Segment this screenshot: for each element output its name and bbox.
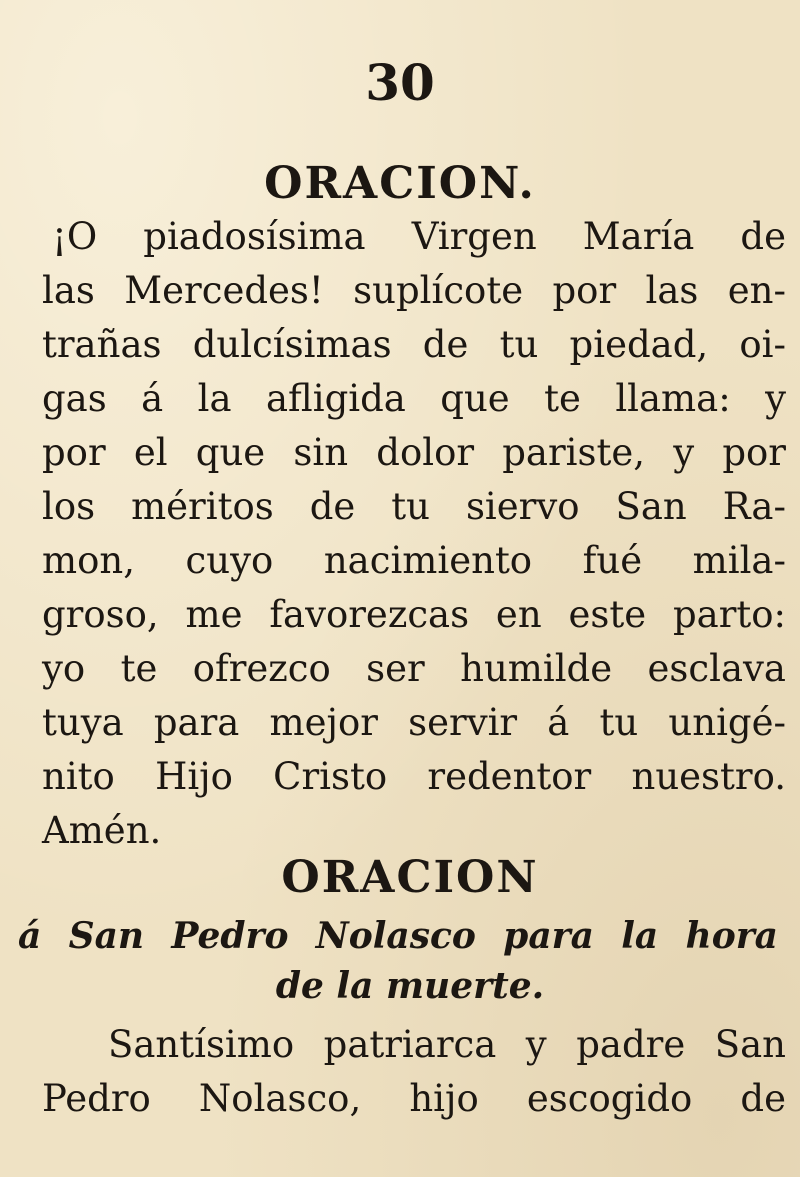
prayer-line: tuya para mejor servir á tu unigé-: [42, 701, 786, 744]
prayer-line: ¡O piadosísima Virgen María de: [52, 215, 786, 258]
prayer-line: Santísimo patriarca y padre San: [108, 1023, 786, 1066]
section-heading: ORACION: [281, 852, 539, 903]
section-heading: ORACION.: [264, 158, 536, 209]
prayer-line: las Mercedes! suplícote por las en-: [42, 269, 786, 312]
prayer-line: por el que sin dolor pariste, y por: [42, 431, 786, 474]
prayer-line: Pedro Nolasco, hijo escogido de: [42, 1077, 786, 1120]
prayer-line: los méritos de tu siervo San Ra-: [42, 485, 786, 528]
prayer-line: Amén.: [42, 809, 162, 852]
prayer-line: trañas dulcísimas de tu piedad, oi-: [42, 323, 786, 366]
page-number: 30: [365, 53, 435, 112]
section-subtitle: á San Pedro Nolasco para la hora: [18, 915, 778, 957]
section-subtitle: de la muerte.: [275, 965, 545, 1007]
prayer-line: gas á la afligida que te llama: y: [42, 377, 786, 420]
prayer-line: groso, me favorezcas en este parto:: [42, 593, 786, 636]
prayer-line: yo te ofrezco ser humilde esclava: [42, 647, 786, 690]
prayer-line: mon, cuyo nacimiento fué mila-: [42, 539, 786, 582]
prayer-line: nito Hijo Cristo redentor nuestro.: [42, 755, 786, 798]
